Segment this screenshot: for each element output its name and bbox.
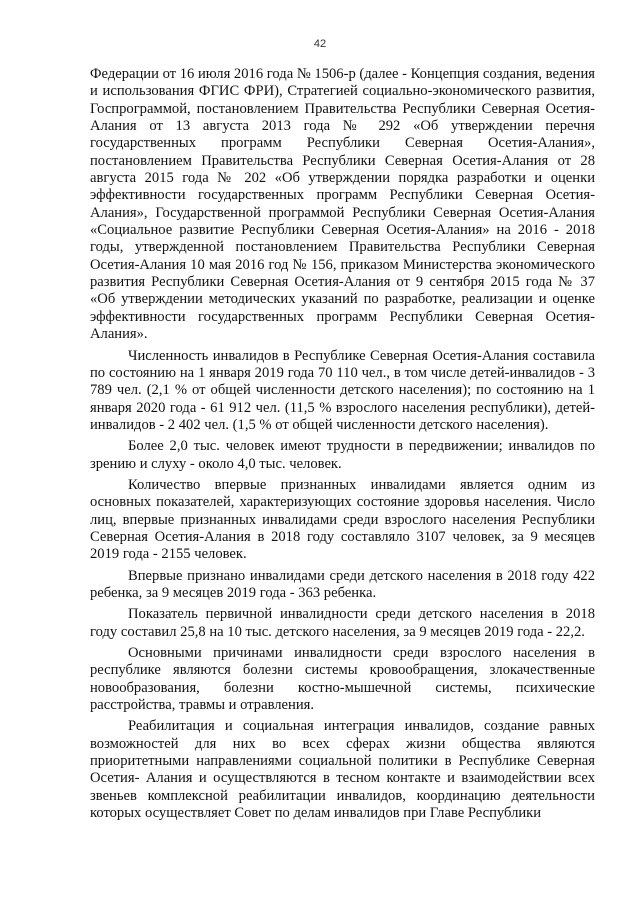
paragraph-first-recognized-adults: Количество впервые признанных инвалидами является одним из основных показателей, характеризующих состояние здоровья населения. Число лиц, впервые признанных инвалидами среди взрослого населения Республики Северная Осетия-Алания в 2018 году составляло 3107 человек, за 9 месяцев 2019 года - 2155 человек.	[90, 476, 595, 563]
paragraph-disabled-count: Численность инвалидов в Республике Северная Осетия-Алания составила по состоянию на 1 января 2019 года 70 110 чел., в том числе детей-инвалидов - 3 789 чел. (2,1 % от общей численности детского населения); по состоянию на 1 января 2020 года - 61 912 чел. (11,5 % взрослого населения республики), детей-инвалидов - 2 402 чел. (1,5 % от общей численности детского населения).	[90, 347, 595, 433]
paragraph-mobility: Более 2,0 тыс. человек имеют трудности в передвижении; инвалидов по зрению и слуху - около 4,0 тыс. человек.	[90, 438, 595, 472]
paragraph-primary-disability-rate: Показатель первичной инвалидности среди детского населения в 2018 году составил 25,8 на 10 тыс. детского населения, за 9 месяцев 2019 года - 22,2.	[90, 606, 595, 640]
paragraph-continuation: Федерации от 16 июля 2016 года № 1506-р (далее - Концепция создания, ведения и использования ФГИС ФРИ), Стратегией социально-экономического развития, Госпрограммой, постановлением Правительства Республики Северная Осетия-Алания от 13 августа 2013 года № 292 «Об утверждении перечня государственных программ Республики Северная Осетия-Алания», постановлением Правительства Республики Северная Осетия-Алания от 28 августа 2015 года № 202 «Об утверждении порядка разработки и оценки эффективности государственных программ Республики Северная Осетия-Алания», Государственной программой Республики Северная Осетия-Алания «Социальное развитие Республики Северная Осетия-Алания» на 2016 - 2018 годы, утвержденной постановлением Правительства Республики Северная Осетия-Алания 10 мая 2016 год № 156, приказом Министерства экономического развития Республики Северная Осетия-Алания от 9 сентября 2015 года № 37 «Об утверждении методических указаний по разработке, реализации и оценке эффективности государственных программ Республики Северная Осетия-Алания».	[90, 66, 595, 343]
paragraph-main-causes: Основными причинами инвалидности среди взрослого населения в республике являются болезни системы кровообращения, злокачественные новообразования, болезни костно-мышечной системы, психические расстройства, травмы и отравления.	[90, 645, 595, 714]
page-number: 42	[313, 38, 327, 50]
paragraph-first-recognized-children: Впервые признано инвалидами среди детского населения в 2018 году 422 ребенка, за 9 месяцев 2019 года - 363 ребенка.	[90, 567, 595, 601]
paragraph-rehabilitation: Реабилитация и социальная интеграция инвалидов, создание равных возможностей для них во всех сферах жизни общества являются приоритетными направлениями социальной политики в Республике Северная Осетия- Алания и осуществляются в тесном контакте и взаимодействии всех звеньев комплексной реабилитации инвалидов, координацию деятельности которых осуществляет Совет по делам инвалидов при Главе Республики	[90, 718, 595, 822]
document-body	[90, 66, 595, 822]
